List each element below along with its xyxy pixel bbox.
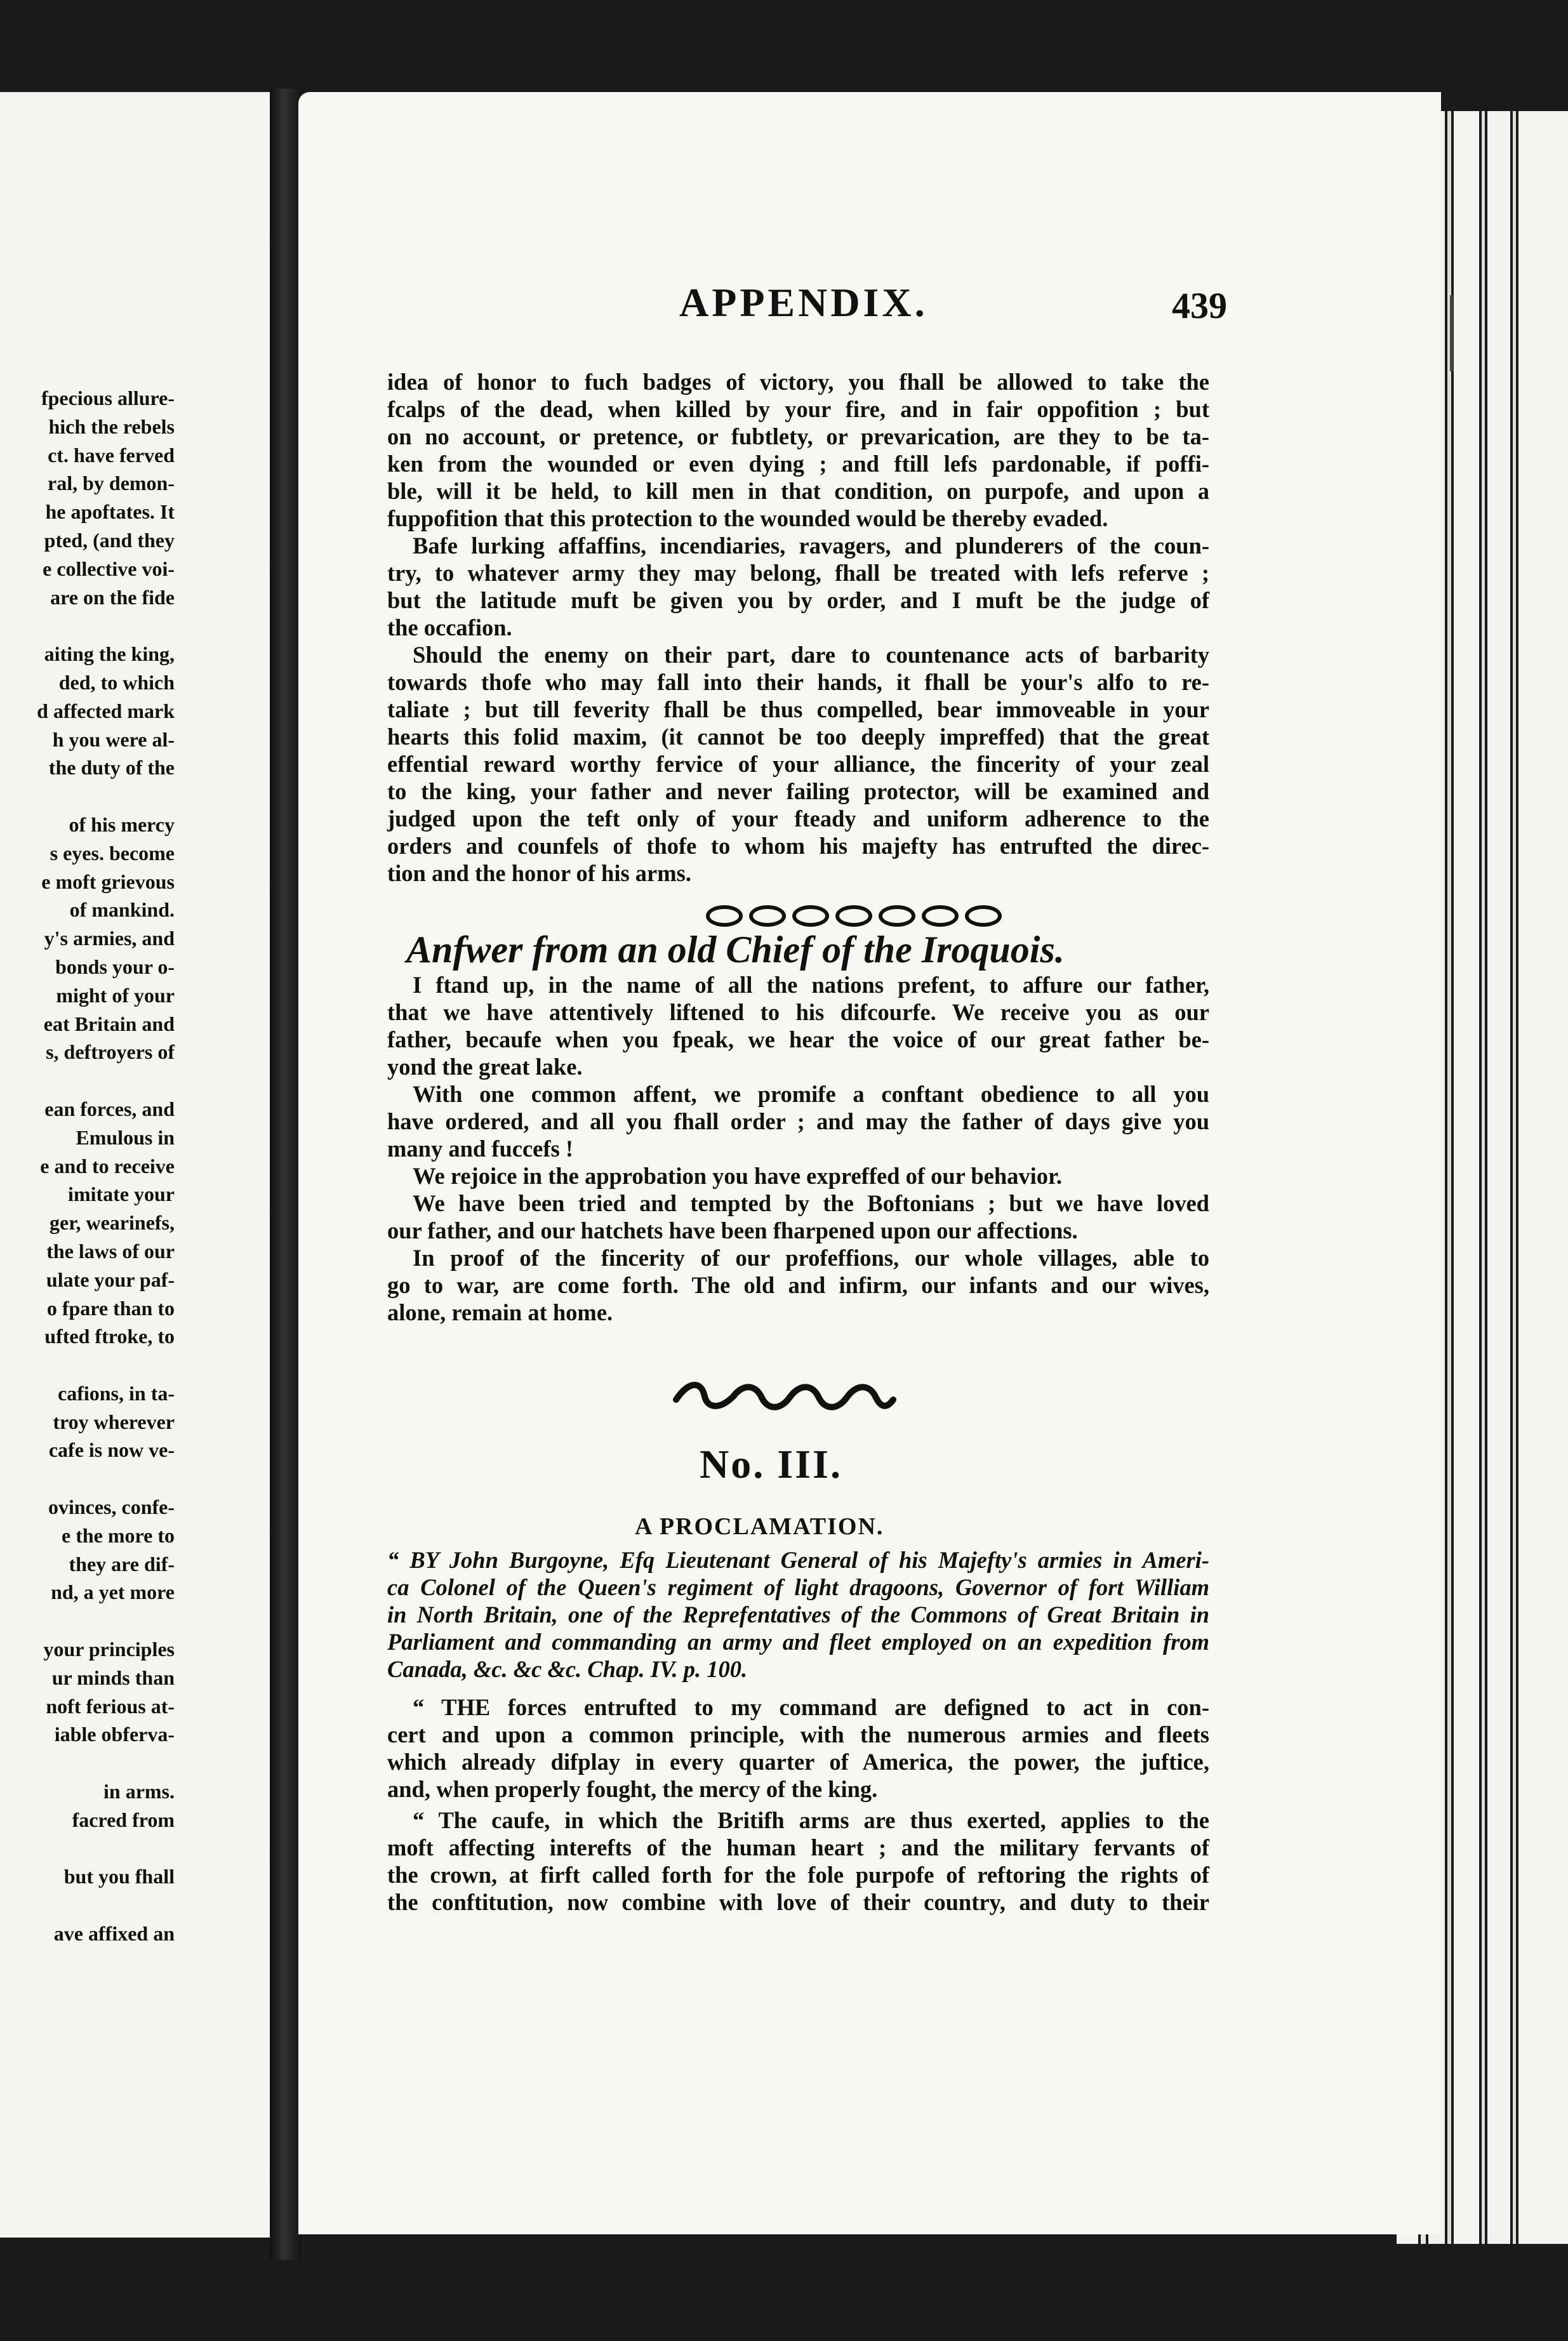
answer-text — [387, 971, 1209, 1326]
text-line: Bafe lurking affaffins, incendiaries, ravagers, and plunderers of the coun- — [413, 533, 1209, 559]
text-line: father, becaufe when you fpeak, we hear the voice of our great father be- — [387, 1026, 1209, 1052]
left-page-fragment: facred from — [72, 1808, 175, 1831]
left-page-fragment: the duty of the — [48, 756, 175, 779]
proclamation-byline — [387, 1546, 1209, 1683]
text-line: and, when properly fought, the mercy of the king. — [387, 1776, 878, 1802]
left-page-fragment: but you fhall — [63, 1865, 175, 1888]
left-page-fragment: ufted ftroke, to — [44, 1325, 175, 1348]
answer-paragraph — [387, 1244, 1209, 1326]
left-page-fragment: y's armies, and — [44, 927, 175, 950]
text-line: to the king, your father and never failing protector, will be examined and — [387, 778, 1209, 804]
left-page-fragment — [0, 782, 175, 811]
text-line: idea of honor to fuch badges of victory, you fhall be allowed to take the — [387, 369, 1209, 395]
section-number: No. III. — [700, 1442, 842, 1487]
left-page-fragment: troy wherever — [53, 1410, 175, 1433]
text-line: in North Britain, one of the Reprefentatives of the Commons of Great Britain in — [387, 1602, 1209, 1628]
left-page-fragment — [0, 611, 175, 640]
page-header-title: APPENDIX. — [679, 280, 928, 325]
text-line: try, to whatever army they may belong, fhall be treated with lefs referve ; — [387, 560, 1209, 586]
text-line: We have been tried and tempted by the Boftonians ; but we have loved — [413, 1190, 1209, 1216]
left-page-fragment: ur minds than — [51, 1666, 175, 1689]
left-page-fragment: ded, to which — [58, 670, 175, 694]
left-page-fragment: o fpare than to — [46, 1296, 175, 1320]
left-page-fragment: bonds your o- — [55, 955, 175, 978]
left-page-fragment: Emulous in — [76, 1125, 175, 1149]
left-page-fragment: cafe is now ve- — [48, 1438, 175, 1462]
text-line: ble, will it be held, to kill men in that condition, on purpofe, and upon a — [387, 478, 1209, 504]
text-line: the crown, at firft called forth for the fole purpofe of reftoring the rights of — [387, 1862, 1209, 1888]
left-page-fragment: are on the fide — [50, 585, 175, 609]
text-line: which already difplay in every quarter of America, the power, the juftice, — [387, 1749, 1209, 1775]
text-line: With one common affent, we promife a conftant obedience to all you — [413, 1081, 1209, 1107]
book-gutter — [270, 89, 302, 2260]
left-page-fragment: ave affixed an — [53, 1922, 175, 1946]
left-page-fragment: aiting the king, — [44, 642, 175, 666]
text-line: I ftand up, in the name of all the nations prefent, to affure our father, — [413, 972, 1209, 998]
text-line: towards thofe who may fall into their hands, it fhall be your's alfo to re- — [387, 669, 1209, 695]
answer-paragraph — [387, 971, 1209, 1080]
left-page-fragment — [0, 1464, 175, 1493]
left-page-fragment: eat Britain and — [43, 1012, 175, 1035]
proclamation-paragraph-2 — [387, 1807, 1209, 1916]
text-line: hearts this folid maxim, (it cannot be too deeply impreffed) that the great — [387, 724, 1209, 750]
left-page-fragment: pted, (and they — [44, 528, 175, 552]
left-page-fragment — [0, 1891, 175, 1920]
text-line: orders and counfels of thofe to whom his majefty has entrufted the direc- — [387, 833, 1209, 859]
text-line: “ THE forces entrufted to my command are defigned to act in con- — [413, 1694, 1209, 1720]
text-line: taliate ; but till feverity fhall be thus compelled, bear immoveable in your — [387, 696, 1209, 722]
left-column-fragments — [0, 384, 175, 1948]
text-line: the occafion. — [387, 614, 512, 640]
left-page-fragment: iable obferva- — [54, 1723, 175, 1746]
text-line: ken from the wounded or even dying ; and ftill lefs pardonable, if poffi- — [387, 451, 1209, 477]
text-line: that we have attentively liftened to his difcourfe. We receive you as our — [387, 999, 1209, 1025]
paragraph-2 — [387, 532, 1209, 641]
proclamation-paragraph-1 — [387, 1694, 1209, 1803]
text-line: cert and upon a common principle, with the numerous armies and fleets — [387, 1721, 1209, 1747]
text-line: but the latitude muft be given you by order, and I muft be the judge of — [387, 587, 1209, 613]
left-page-fragment: the laws of our — [46, 1239, 175, 1263]
left-page-fragment: e the more to — [62, 1523, 175, 1547]
text-line: We rejoice in the approbation you have expreffed of our behavior. — [413, 1163, 1063, 1189]
oval-chain-ornament — [706, 905, 1008, 927]
text-line: many and fuccefs ! — [387, 1136, 573, 1162]
text-line: our father, and our hatchets have been fharpened upon our affections. — [387, 1217, 1078, 1243]
answer-paragraph — [387, 1080, 1209, 1162]
answer-paragraph — [387, 1162, 1209, 1190]
text-line: alone, remain at home. — [387, 1299, 613, 1325]
answer-paragraph — [387, 1190, 1209, 1244]
left-page-fragment: of mankind. — [69, 898, 175, 922]
wave-ornament — [670, 1377, 898, 1416]
text-line: Should the enemy on their part, dare to countenance acts of barbarity — [413, 642, 1209, 668]
text-line: ca Colonel of the Queen's regiment of light dragoons, Governor of fort William — [387, 1574, 1209, 1600]
text-line: In proof of the fincerity of our profeffions, our whole villages, able to — [413, 1245, 1209, 1271]
left-page-fragment: s, deftroyers of — [46, 1040, 175, 1064]
left-page-fragment: ct. have ferved — [48, 443, 175, 467]
paragraph-1 — [387, 368, 1209, 532]
left-page-fragment — [0, 1834, 175, 1863]
text-line: yond the great lake. — [387, 1054, 583, 1080]
text-line: “ BY John Burgoyne, Efq Lieutenant General of his Majefty's armies in Ameri- — [387, 1547, 1209, 1573]
left-page-fragment: cafions, in ta- — [58, 1381, 175, 1405]
left-page-fragment: s eyes. become — [50, 841, 175, 865]
left-page-fragment: fpecious allure- — [41, 387, 175, 409]
text-line: tion and the honor of his arms. — [387, 860, 691, 886]
text-line: moft affecting interefts of the human heart ; and the military fervants of — [387, 1834, 1209, 1860]
left-page-fragment: imitate your — [68, 1183, 175, 1206]
left-page-fragment: your principles — [43, 1638, 175, 1661]
text-line: on no account, or pretence, or fubtlety, or prevarication, are they to be ta- — [387, 423, 1209, 449]
answer-heading: Anfwer from an old Chief of the Iroquois. — [406, 929, 1065, 971]
text-line: Canada, &c. &c &c. Chap. IV. p. 100. — [387, 1656, 748, 1682]
left-page-fragment: e moft grievous — [41, 870, 175, 893]
left-page-fragment: e collective voi- — [43, 557, 175, 580]
text-line: have ordered, and all you fhall order ; and may the father of days give you — [387, 1108, 1209, 1134]
left-page-fragment — [0, 1066, 175, 1095]
left-page-fragment: h you were al- — [52, 727, 175, 751]
text-line: the conftitution, now combine with love of their country, and duty to their — [387, 1889, 1209, 1915]
text-line: go to war, are come forth. The old and infirm, our infants and our wives, — [387, 1272, 1209, 1298]
left-page-fragment: d affected mark — [37, 699, 175, 722]
left-page — [0, 92, 270, 2238]
left-page-fragment: e and to receive — [40, 1154, 175, 1177]
left-page-fragment: they are dif- — [69, 1552, 175, 1575]
left-page-fragment — [0, 1749, 175, 1777]
left-page-fragment: hich the rebels — [48, 414, 175, 438]
left-page-fragment: ovinces, confe- — [48, 1495, 175, 1519]
paragraph-3 — [387, 641, 1209, 887]
left-page-fragment: ean forces, and — [44, 1097, 175, 1120]
left-page-fragment: in arms. — [103, 1780, 175, 1803]
left-page-fragment: ulate your paf- — [46, 1268, 175, 1291]
text-line: Parliament and commanding an army and fleet employed on an expedition from — [387, 1629, 1209, 1655]
left-page-fragment: of his mercy — [69, 812, 175, 836]
left-page-fragment: ger, wearinefs, — [50, 1211, 175, 1235]
left-page-fragment: he apoftates. It — [45, 500, 175, 524]
text-line: judged upon the teft only of your fteady and uniform adherence to the — [387, 806, 1209, 832]
left-page-fragment: ral, by demon- — [48, 472, 175, 495]
page-number: 439 — [1172, 285, 1227, 326]
text-line: “ The caufe, in which the Britifh arms are thus exerted, applies to the — [413, 1807, 1209, 1833]
text-line: fuppofition that this protection to the wounded would be thereby evaded. — [387, 505, 1108, 531]
left-page-fragment: nd, a yet more — [51, 1581, 175, 1604]
text-line: effential reward worthy fervice of your alliance, the fincerity of your zeal — [387, 751, 1209, 777]
left-page-fragment: noft ferious at- — [46, 1694, 175, 1718]
left-page-fragment — [0, 1607, 175, 1635]
proclamation-title: A PROCLAMATION. — [635, 1513, 884, 1540]
left-page-fragment: might of your — [56, 983, 175, 1007]
left-page-fragment — [0, 1351, 175, 1379]
text-line: fcalps of the dead, when killed by your fire, and in fair oppofition ; but — [387, 396, 1209, 422]
